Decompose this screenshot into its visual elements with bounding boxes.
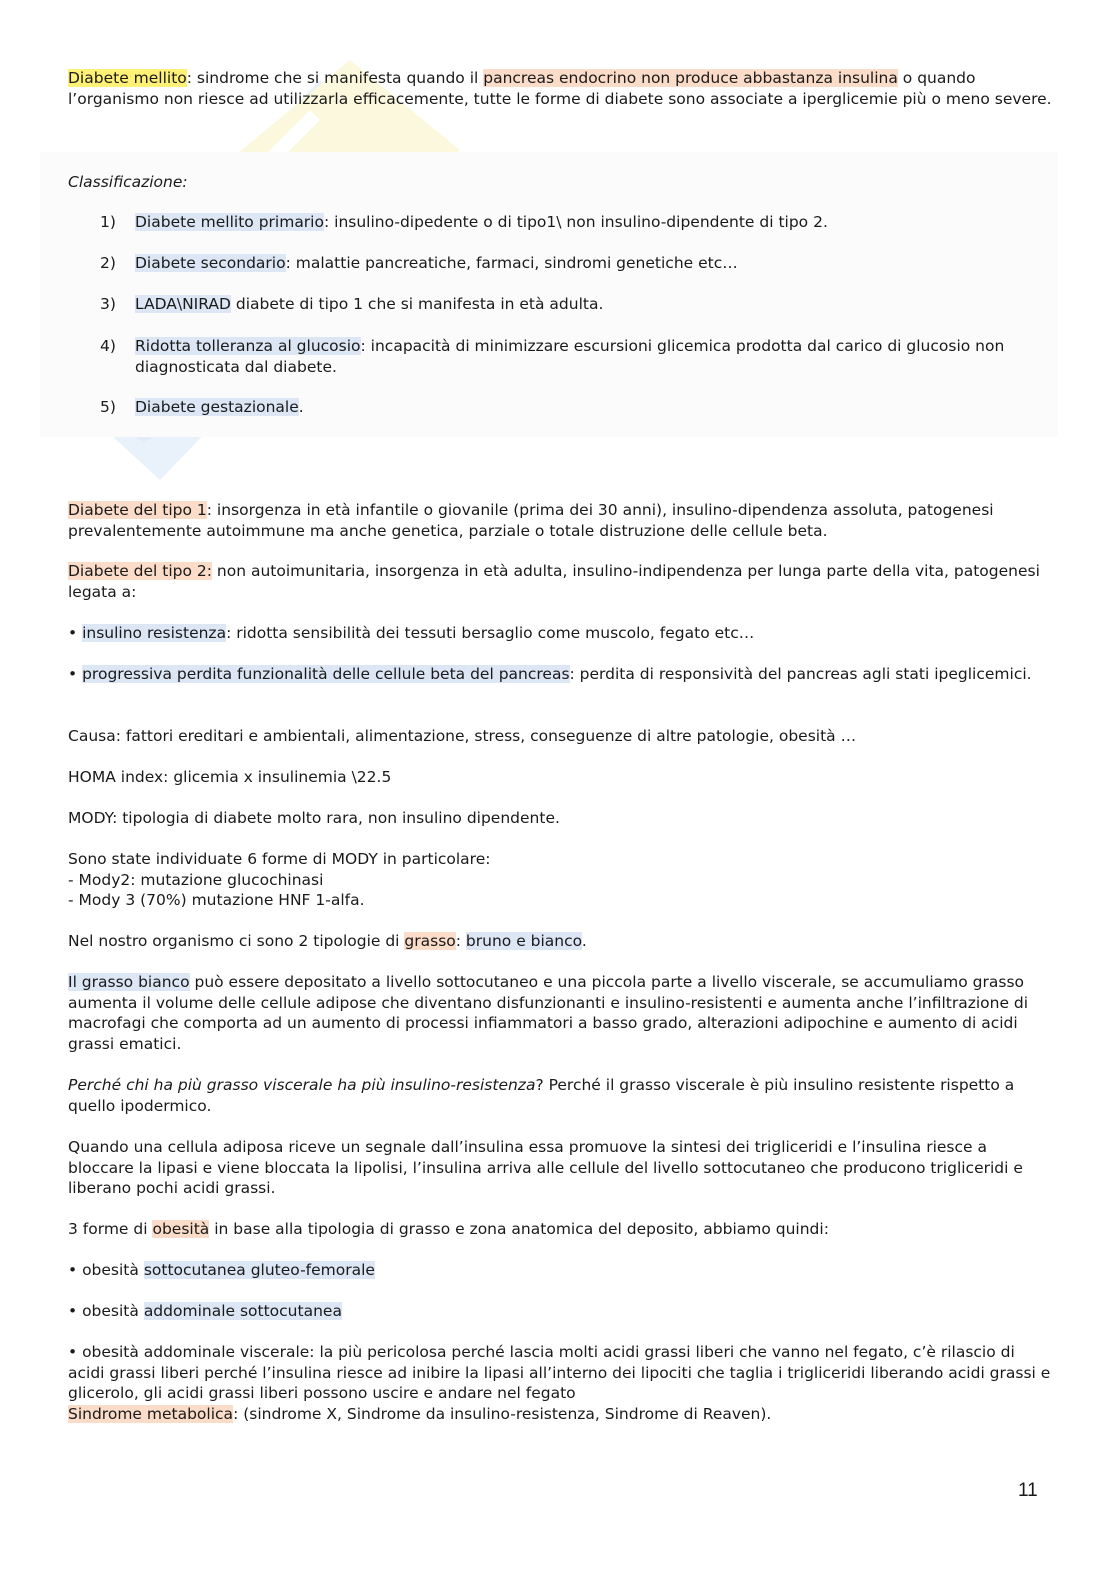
bullet-obesita-viscerale: • obesità addominale viscerale: la più pericolosa perché lascia molti acidi grassi liberi che vanno nel fegato, c’è rilascio di acidi grassi liberi perché l’insulina riesce ad inibire la lipasi all’interno dei lipociti che taglia i trigliceridi liberando acidi grassi e glicerolo, gli acidi grassi liberi possono uscire e andare nel fegato xyxy=(68,1343,1051,1402)
grasso-bianco-paragraph: Il grasso bianco può essere depositato a livello sottocutaneo e una piccola parte a livello viscerale, se accumuliamo grasso aumenta il volume delle cellule adipose che diventano disfunzionanti e insulino-resistenti e aumenta anche l’infiltrazione di macrofagi che comporta ad un aumento di processi infiammatori a basso grado, alterazioni adipochine e aumento di acidi grassi ematici. xyxy=(68,973,1029,1053)
sindrome-paragraph: Sindrome metabolica: (sindrome X, Sindrome da insulino-resistenza, Sindrome di Reaven). xyxy=(68,1405,772,1423)
quando-paragraph: Quando una cellula adiposa riceve un segnale dall’insulina essa promuove la sintesi dei trigliceridi e l’insulina riesce a bloccare la lipasi e viene bloccata la lipolisi, l’insulina arriva alle cellule del livello sottocutaneo che producono trigliceridi e liberano pochi acidi grassi. xyxy=(68,1138,1023,1197)
causa-paragraph: Causa: fattori ereditari e ambientali, alimentazione, stress, conseguenze di altre patologie, obesità … xyxy=(68,727,857,745)
bullet-obesita-addominale: • obesità addominale sottocutanea xyxy=(68,1302,342,1320)
bullet-obesita-gluteo: • obesità sottocutanea gluteo-femorale xyxy=(68,1261,375,1279)
obesita-paragraph: 3 forme di obesità in base alla tipologia di grasso e zona anatomica del deposito, abbiamo quindi: xyxy=(68,1220,829,1238)
classification-title: Classificazione: xyxy=(68,173,188,191)
highlight-pancreas: pancreas endocrino non produce abbastanza insulina xyxy=(483,69,898,87)
page-number: 11 xyxy=(1018,1480,1038,1501)
term-diabete-mellito: Diabete mellito xyxy=(68,69,187,87)
grasso-paragraph: Nel nostro organismo ci sono 2 tipologie di grasso: bruno e bianco. xyxy=(68,932,587,950)
type1-paragraph: Diabete del tipo 1: insorgenza in età infantile o giovanile (prima dei 30 anni), insulino-dipendenza assoluta, patogenesi prevalentemente autoimmune ma anche genetica, parziale o totale distruzione delle cellule beta. xyxy=(68,501,994,540)
document-page: Diabete mellito: sindrome che si manifesta quando il pancreas endocrino non produce abbastanza insulina o quando l’organismo non riesce ad utilizzarla efficacemente, tutte le forme di diabete sono associate a iperglicemie più o meno severe. Classificazione: 1) Diabete mellito primario: insulino-dipedente o di tipo1\ non insulino-dipendente di tipo 2. 2) Diabete secondario: malattie pancreatiche, farmaci, sindromi genetiche etc… 3) LADA\NIRAD diabete di tipo 1 che si manifesta in età adulta. 4) Ridotta tolleranza al glucosio: incapacità di minimizzare escursioni glicemica prodotta dal carico di glucosio non diagnosticata dal diabete. 5) Diabete gestazionale. Diabete del tipo 1: insorgenza in età infantile o giovanile (prima dei 30 anni), insulino-dipendenza assoluta, patogenesi prevalentemente autoimmune ma anche genetica, parziale o totale distruzione delle cellule beta. Diabete del tipo 2: non autoimunitaria, insorgenza in età adulta, insulino-indipendenza per lunga parte della vita, patogenesi legata a: • insulino resistenza: ridotta sensibilità dei tessuti bersaglio come muscolo, fegato etc… • progressiva perdita funzionalità delle cellule beta del pancreas: perdita di responsività del pancreas agli stati ipeglicemici. Causa: fattori ereditari e ambientali, alimentazione, stress, conseguenze di altre patologie, obesità … HOMA index: glicemia x insulinemia \22.5 MODY: tipologia di diabete molto rara, non insulino dipendente. Sono state individuate 6 forme di MODY in particolare: - Mody2: mutazione glucochinasi - Mody 3 (70%) mutazione HNF 1-alfa. Nel nostro organismo ci sono 2 tipologie di grasso: bruno e bianco. Il grasso bianco può essere depositato a livello sottocutaneo e una piccola parte a livello viscerale, se accumuliamo grasso aumenta il volume delle cellule adipose che diventano disfunzionanti e insulino-resistenti e aumenta anche l’infiltrazione di macrofagi che comporta ad un aumento di processi infiammatori a basso grado, alterazioni adipochine e aumento di acidi grassi ematici. Perché chi ha più grasso viscerale ha più insulino-resistenza? Perché il grasso viscerale è più insulino resistente rispetto a quello ipodermico. Quando una cellula adiposa riceve un segnale dall’insulina essa promuove la sintesi dei trigliceridi e l’insulina riesce a bloccare la lipasi e viene bloccata la lipolisi, l’insulina arriva alle cellule del livello sottocutaneo che producono trigliceridi e liberano pochi acidi grassi. 3 forme di obesità in base alla tipologia di grasso e zona anatomica del deposito, abbiamo quindi: • obesità sottocutanea gluteo-femorale • obesità addominale sottocutanea • obesità addominale viscerale: la più pericolosa perché lascia molti acidi grassi liberi che vanno nel fegato, c’è rilascio di acidi grassi liberi perché l’insulina riesce ad inibire la lipasi all’interno dei lipociti che taglia i trigliceridi liberando acidi grassi e glicerolo, gli acidi grassi liberi possono uscire e andare nel fegato Sindrome metabolica: (sindrome X, Sindrome da insulino-resistenza, Sindrome di Reaven). 11 xyxy=(0,0,1116,1579)
bullet-insulino-resistenza: • insulino resistenza: ridotta sensibilità dei tessuti bersaglio come muscolo, fegato etc… xyxy=(68,624,755,642)
bullet-cellule-beta: • progressiva perdita funzionalità delle cellule beta del pancreas: perdita di responsività del pancreas agli stati ipeglicemici. xyxy=(68,665,1032,683)
perche-paragraph: Perché chi ha più grasso viscerale ha più insulino-resistenza? Perché il grasso viscerale è più insulino resistente rispetto a quello ipodermico. xyxy=(68,1076,1015,1115)
mody-paragraph: MODY: tipologia di diabete molto rara, non insulino dipendente. xyxy=(68,809,560,827)
mody-forms: Sono state individuate 6 forme di MODY in particolare: - Mody2: mutazione glucochinasi - Mody 3 (70%) mutazione HNF 1-alfa. xyxy=(68,850,491,909)
homa-paragraph: HOMA index: glicemia x insulinemia \22.5 xyxy=(68,768,392,786)
intro-paragraph: Diabete mellito: sindrome che si manifesta quando il pancreas endocrino non produce abbastanza insulina o quando l’organismo non riesce ad utilizzarla efficacemente, tutte le forme di diabete sono associate a iperglicemie più o meno severe. xyxy=(68,69,1052,108)
type2-paragraph: Diabete del tipo 2: non autoimunitaria, insorgenza in età adulta, insulino-indipendenza per lunga parte della vita, patogenesi legata a: xyxy=(68,562,1040,601)
